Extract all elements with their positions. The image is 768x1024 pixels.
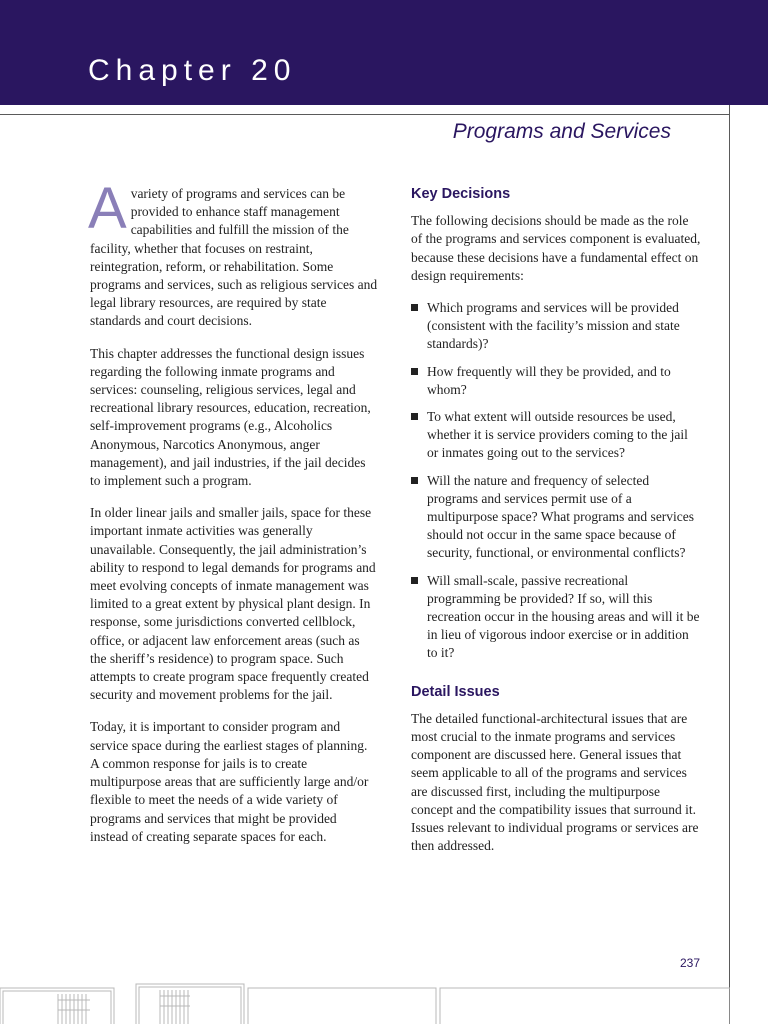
list-item-text: How frequently will they be provided, and to whom?: [427, 363, 671, 397]
list-item: [411, 363, 702, 399]
bullet-square-icon: [411, 304, 418, 311]
key-decisions-heading: Key Decisions: [411, 186, 511, 202]
body-paragraph: In older linear jails and smaller jails, space for these important inmate activities was generally unavailable. Consequently, the jail administration’s ability to respond to legal demands for programs and meet evolving concepts of inmate management was limited to a great extent by physical plant design. In response, some jurisdictions converted cellblock, office, or adjacent law enforcement areas (such as the sheriff’s residence) to program space. Such attempts to create program space frequently created security and movement problems for the jail.: [90, 505, 376, 703]
bullet-square-icon: [411, 477, 418, 484]
detail-issues-heading: Detail Issues: [411, 683, 500, 700]
key-decisions-list: [411, 299, 702, 663]
list-item: [411, 299, 702, 354]
intro-text: variety of programs and services can be provided to enhance staff management capabilities and fulfill the mission of the facility, whether that focuses on restraint, reintegration, reform, or rehabilitation. Some programs and services, such as religious services and legal library resources, are required by state standards and court decisions.: [90, 186, 378, 329]
intro-paragraph: [88, 176, 378, 331]
chapter-title: Chapter 20: [88, 54, 297, 87]
section-title: Programs and Services: [452, 120, 671, 143]
detail-issues-body: The detailed functional-architectural issues that are most crucial to the inmate programs and services component are discussed here. General issues that seem applicable to all of the programs and services are discussed first, including the multipurpose concept and the compatibility issues that surround it. Issues relevant to individual programs or services are then addressed.: [411, 710, 699, 854]
chapter-banner: [0, 0, 768, 105]
list-item-text: Which programs and services will be provided (consistent with the facility’s mission and state standards)?: [427, 300, 680, 352]
body-paragraph: Today, it is important to consider program and service space during the earliest stages of planning. A common response for jails is to create multipurpose areas that are sufficiently large and/or flexible to meet the needs of a wide variety of programs and services that might be provided instead of creating separate spaces for each.: [90, 719, 369, 844]
list-item: [411, 472, 702, 563]
list-item: [411, 572, 702, 663]
page-number: 237: [679, 956, 700, 970]
bullet-square-icon: [411, 413, 418, 420]
margin-rule: [729, 105, 730, 1024]
key-decisions-intro: The following decisions should be made as the role of the programs and services component is evaluated, because these decisions have a fundamental effect on design requirements:: [411, 213, 701, 283]
right-column: [411, 185, 702, 870]
list-item-text: Will small-scale, passive recreational programming be provided? If so, will this recreation occur in the housing areas and will it be in lieu of vigorous indoor exercise or in addition to it?: [427, 572, 700, 661]
list-item-text: Will the nature and frequency of selected programs and services permit use of a multipurpose space? What programs and services should not occur in the same space because of security, functional, or environmental conflicts?: [427, 472, 695, 561]
bullet-square-icon: [411, 577, 418, 584]
list-item: [411, 408, 702, 463]
drop-cap: A: [88, 176, 127, 241]
left-column: [88, 176, 378, 860]
body-paragraph: This chapter addresses the functional design issues regarding the following inmate programs and services: counseling, religious services, legal and recreational library resources, education, recreation, self-improvement programs (e.g., Alcoholics Anonymous, Narcotics Anonymous, anger management), and jail industries, if the jail decides to implement such a program.: [90, 345, 371, 489]
list-item-text: To what extent will outside resources be used, whether it is service providers coming to the jail or inmates going out to the services?: [427, 409, 688, 461]
bullet-square-icon: [411, 368, 418, 375]
header-rule: [0, 114, 730, 115]
floor-plan-decoration: [0, 982, 730, 1024]
